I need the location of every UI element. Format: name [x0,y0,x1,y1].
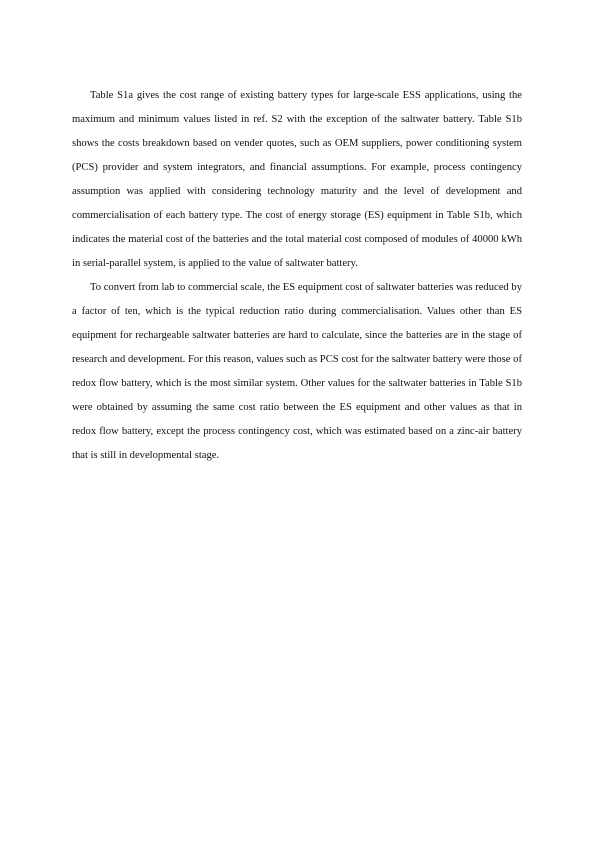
paragraph-commercial-scale: To convert from lab to commercial scale, the ES equipment cost of saltwater batteries was reduced by a factor of ten, which is the typical reduction ratio during commercialisation. Values other than ES equipment for rechargeable saltwater batteries are hard to calculate, since the batteries are in the stage of research and development. For this reason, values such as PCS cost for the saltwater battery were those of redox flow battery, which is the most similar system. Other values for the saltwater batteries in Table S1b were obtained by assuming the same cost ratio between the ES equipment and other values as that in redox flow battery, except the process contingency cost, which was estimated based on a zinc-air battery that is still in developmental stage. [72,282,522,461]
paragraph-cost-range: Table S1a gives the cost range of existing battery types for large-scale ESS applications, using the maximum and minimum values listed in ref. S2 with the exception of the saltwater battery. Table S1b shows the costs breakdown based on vender quotes, such as OEM suppliers, power conditioning system (PCS) provider and system integrators, and financial assumptions. For example, process contingency assumption was applied with considering technology maturity and the level of development and commercialisation of each battery type. The cost of energy storage (ES) equipment in Table S1b, which indicates the material cost of the batteries and the total material cost composed of modules of 40000 kWh in serial-parallel system, is applied to the value of saltwater battery. [72,90,522,269]
body-text [72,84,522,468]
